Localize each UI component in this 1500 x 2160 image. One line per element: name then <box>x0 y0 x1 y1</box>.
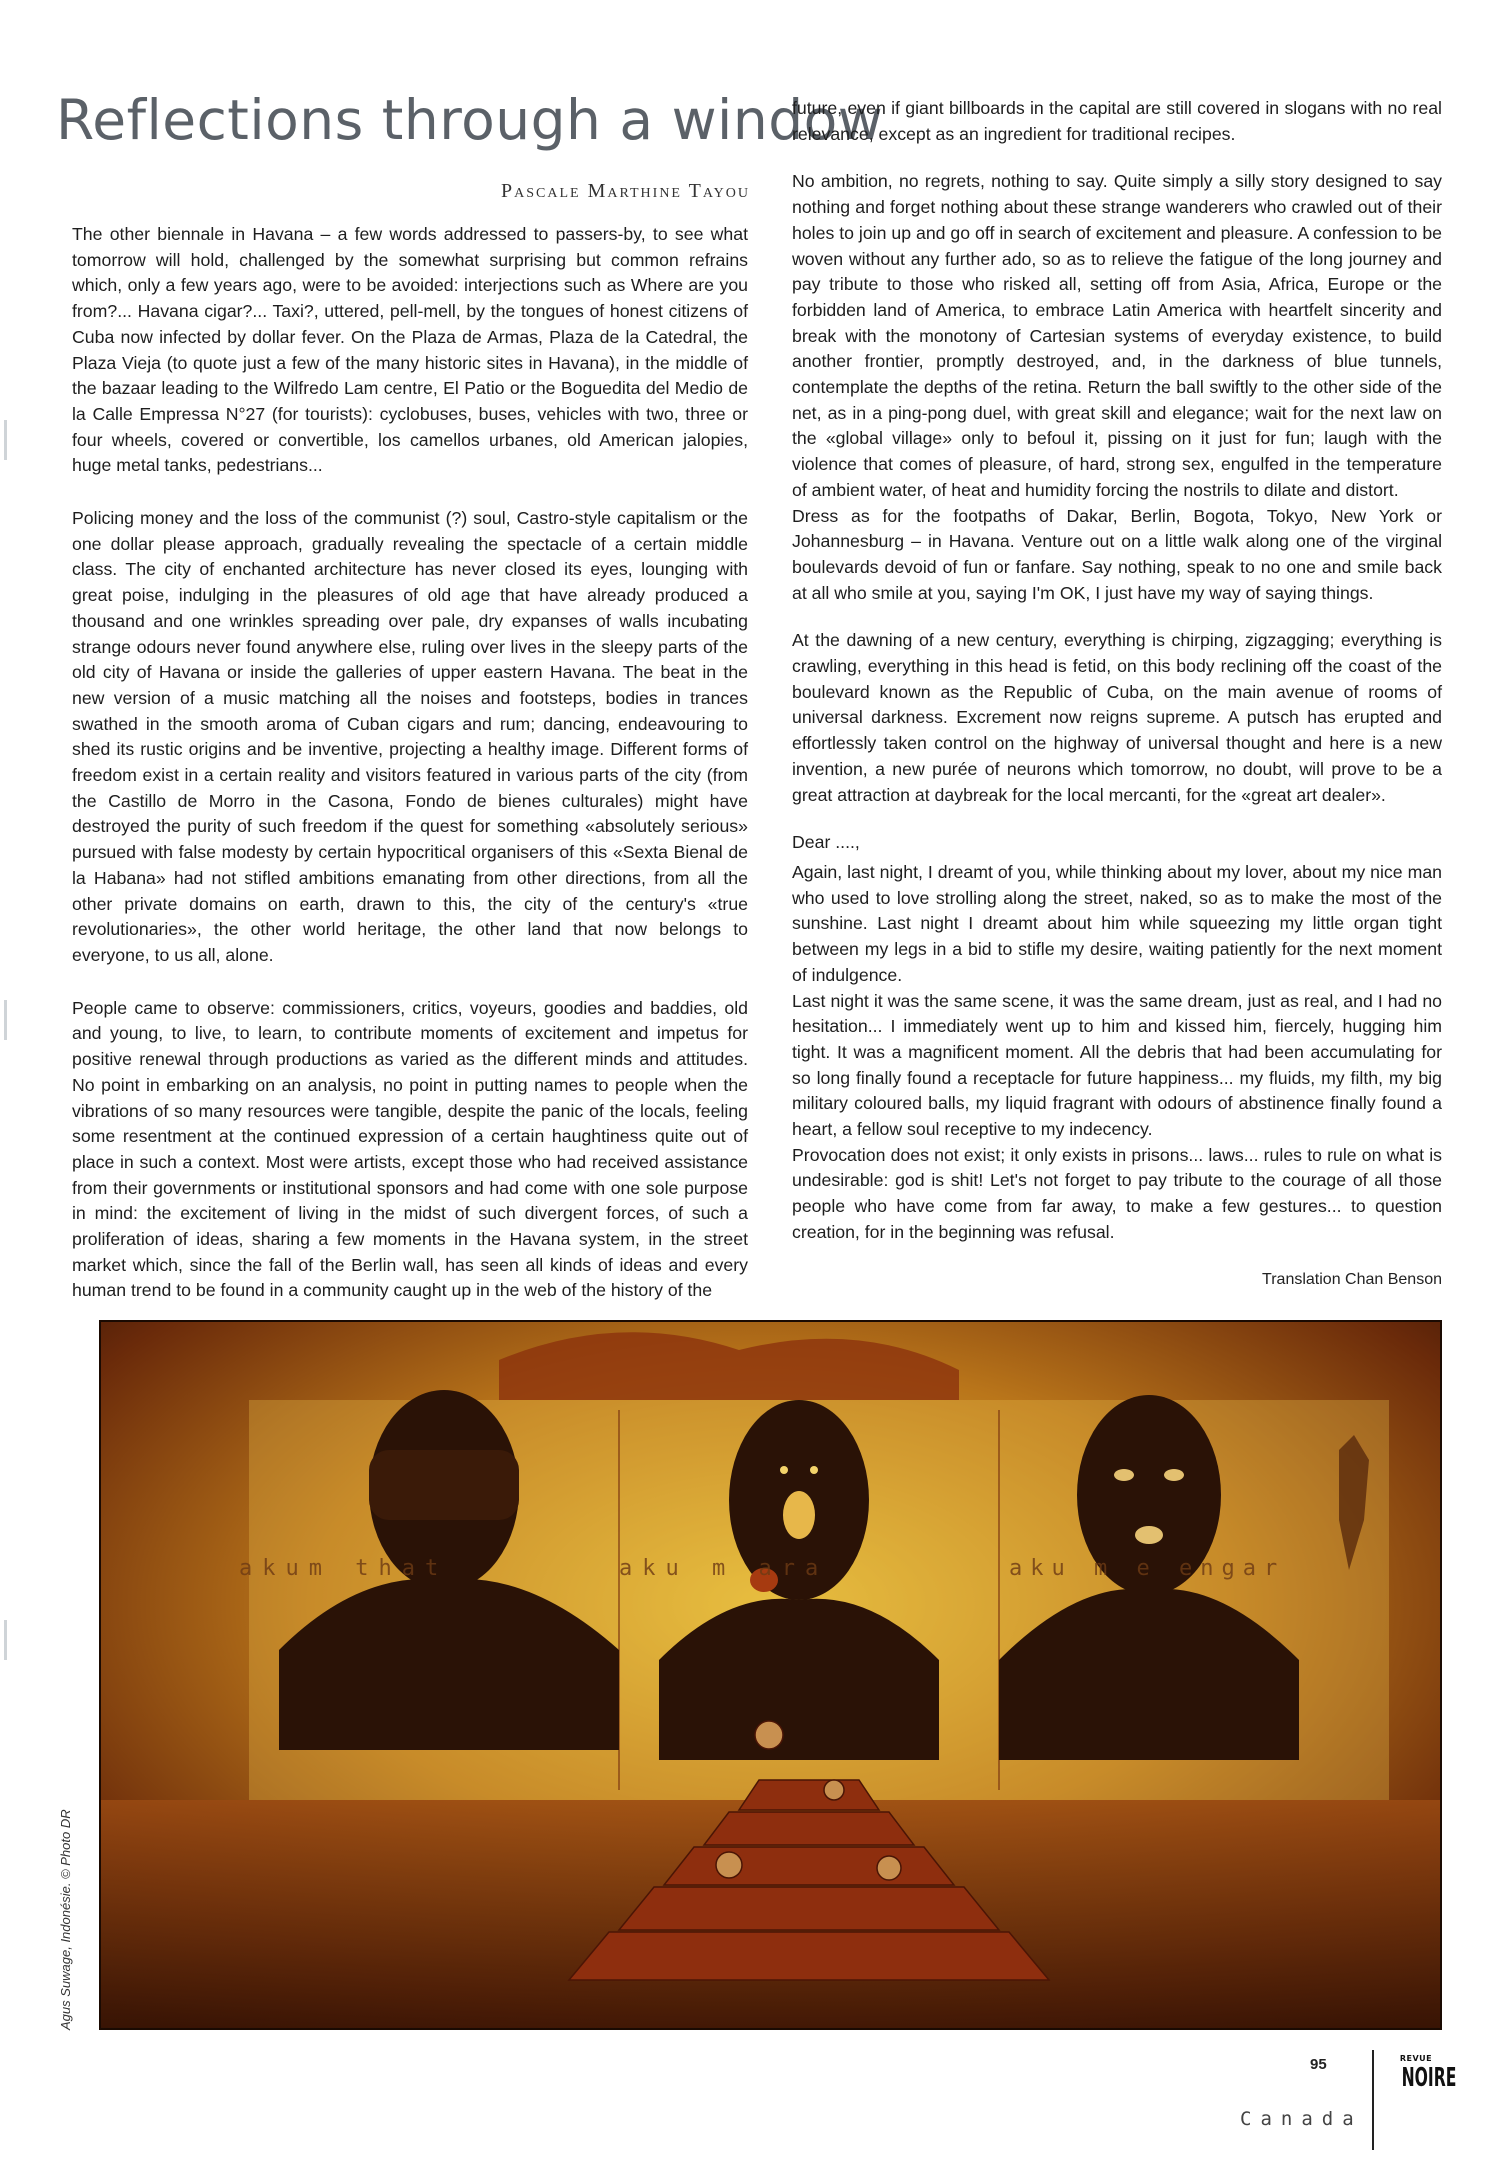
edge-mark <box>4 1620 7 1660</box>
edge-mark <box>4 1000 7 1040</box>
logo-big-text: NOIRE <box>1401 2063 1457 2093</box>
paragraph: Again, last night, I dreamt of you, while thinking about my lover, about my nice man who used to love strolling along the street, naked, so as to make the most of the sunshine. Last night I dreamt about him while squeezing my little organ tight between my legs in a bid to stifle my desire, waiting patiently for the next moment of indulgence. <box>792 861 1442 985</box>
paragraph: future, even if giant billboards in the capital are still covered in slogans with no real relevance, except as an ingredient for traditional recipes. <box>792 98 1442 144</box>
artwork-photo <box>99 1320 1442 2030</box>
salutation: Dear ...., <box>792 832 860 853</box>
paragraph: Provocation does not exist; it only exists in prisons... laws... rules to rule on what is undesirable: god is shit! Let's not forget to pay tribute to the courage of all those people who have come from far away, to make a few gestures... to question creation, for in the beginning was refusal. <box>792 1144 1442 1242</box>
page-number: 95 <box>1310 2056 1327 2073</box>
page-title: Reflections through a window <box>56 88 884 152</box>
paragraph: Dress as for the footpaths of Dakar, Berlin, Bogota, Tokyo, New York or Johannesburg – in Havana. Venture out on a little walk along one of the virginal boulevards devoid of fun or fanfare. Say nothing, speak to no one and smile back at all who smile at you, saying I'm OK, I just have my way of saying things. <box>792 505 1442 603</box>
paragraph: The other biennale in Havana – a few words addressed to passers-by, to see what tomorrow will hold, challenged by the somewhat surprising but common refrains which, only a few years ago, were to be avoided: interjections such as Where are you from?... Havana cigar?... Taxi?, uttered, pell-mell, by the tongues of honest citizens of Cuba now infected by dollar fever. On the Plaza de Armas, Plaza de la Catedral, the Plaza Vieja (to quote just a few of the many historic sites in Havana), in the middle of the bazaar leading to the Wilfredo Lam centre, El Patio or the Boguedita del Medio de la Calle Empressa N°27 (for tourists): cyclobuses, buses, vehicles with two, three or four wheels, covered or convertible, los camellos urbanes, old American jalopies, huge metal tanks, pedestrians... <box>72 224 748 476</box>
paragraph: Policing money and the loss of the communist (?) soul, Castro-style capitalism or the one dollar please approach, gradually revealing the spectacle of a certain middle class. The city of enchanted architecture has never closed its eyes, lounging with great poise, indulging in the pleasures of old age that have already produced a thousand and one wrinkles spreading over pale, dry expanses of walls incubating strange odours never found anywhere else, ruling over lives in the sleepy parts of the old city of Havana or inside the galleries of upper eastern Havana. The beat in the new version of a music matching all the noises and footsteps, bodies in trances swathed in the smooth aroma of Cuban cigars and rum; dancing, endeavouring to shed its rustic origins and be inventive, projecting a healthy image. Different forms of freedom exist in a certain reality and visitors featured in various parts of the city (from the Castillo de Morro in the Casona, Fondo de bienes culturales) might have destroyed the purity of such freedom if the quest for something «absolutely serious» pursued with false modesty by certain hypocritical organisers of this «Sexta Bienal de la Habana» had not stifled ambitions emanating from other directions, from all the other private domains on earth, drawn to this, the city of the century's «true revolutionaries», the other world heritage, the other land that now belongs to everyone, to us all, alone. <box>72 508 748 965</box>
paragraph: People came to observe: commissioners, critics, voyeurs, goodies and baddies, old and young, to live, to learn, to contribute moments of excitement and impetus for positive renewal through productions as varied as the different minds and attitudes. No point in embarking on an analysis, no point in putting names to people when the vibrations of so many resources were tangible, despite the panic of the locals, feeling some resentment at the continued expression of a certain haughtiness quite out of place in such a context. Most were artists, except those who had received assistance from their governments or institutional sponsors and had come with one sole purpose in mind: the excitement of living in the midst of such divergent forces, of such a proliferation of ideas, sharing a few moments in the Havana system, in the street market which, since the fall of the Berlin wall, has seen all kinds of ideas and every human trend to be found in a community caught up in the web of the history of the <box>72 997 748 1301</box>
translation-credit: Translation Chan Benson <box>1262 1271 1442 1288</box>
footer-divider <box>1372 2050 1374 2150</box>
paragraph: At the dawning of a new century, everything is chirping, zigzagging; everything is crawling, everything in this head is fetid, on this body reclining off the coast of the boulevard known as the Republic of Cuba, on the main avenue of rooms of universal darkness. Excrement now reigns supreme. A putsch has erupted and effortlessly taken control on the highway of universal thought and here is a new invention, a new purée of neurons which tomorrow, no doubt, will prove to be a great attraction at daybreak for the local mercanti, for the «great art dealer». <box>792 630 1442 805</box>
section-name: Canada <box>1240 2108 1363 2130</box>
panel-text: aku m e engar <box>1009 1556 1286 1581</box>
left-column <box>72 222 748 1331</box>
paragraph: Last night it was the same scene, it was the same dream, just as real, and I had no hesitation... I immediately went up to him and kissed him, fiercely, hugging him tight. It was a magnificent moment. All the debris that had been accumulating for so long finally found a receptacle for future happiness... my fluids, my filth, my big military coloured balls, my liquid fragrant with odours of abstinence finally found a heart, a fellow soul receptive to my indecency. <box>792 990 1442 1140</box>
right-column <box>792 96 1442 1246</box>
revue-noire-logo <box>1392 2054 1457 2126</box>
edge-mark <box>4 420 7 460</box>
photo-caption: Agus Suwage, Indonésie. © Photo DR <box>58 1809 73 2030</box>
panel-text: aku m ara <box>619 1556 829 1581</box>
author-byline: Pascale Marthine Tayou <box>501 180 750 202</box>
panel-text: akum that <box>239 1556 449 1581</box>
paragraph: No ambition, no regrets, nothing to say. Quite simply a silly story designed to say nothing and forget nothing about these strange wanderers who crawled out of their holes to join up and go off in search of excitement and pleasure. A confession to be woven without any further ado, so as to relieve the fatigue of the long journey and pay tribute to those who risked all, setting off from Asia, Africa, Europe or the forbidden land of America, to embrace Latin America with heartfelt sincerity and break with the monotony of Cartesian systems of everyday existence, to build another frontier, promptly destroyed, and, in the darkness of blue tunnels, contemplate the depths of the retina. Return the ball swiftly to the other side of the net, as in a ping-pong duel, with great skill and elegance; wait for the next law on the «global village» only to befoul it, pissing on it just for fun; laugh with the violence that comes of pleasure, of hard, strong sex, engulfed in the temperature of ambient water, of heat and humidity forcing the nostrils to dilate and distort. <box>792 171 1442 500</box>
logo-small-text: REVUE <box>1399 2054 1433 2063</box>
